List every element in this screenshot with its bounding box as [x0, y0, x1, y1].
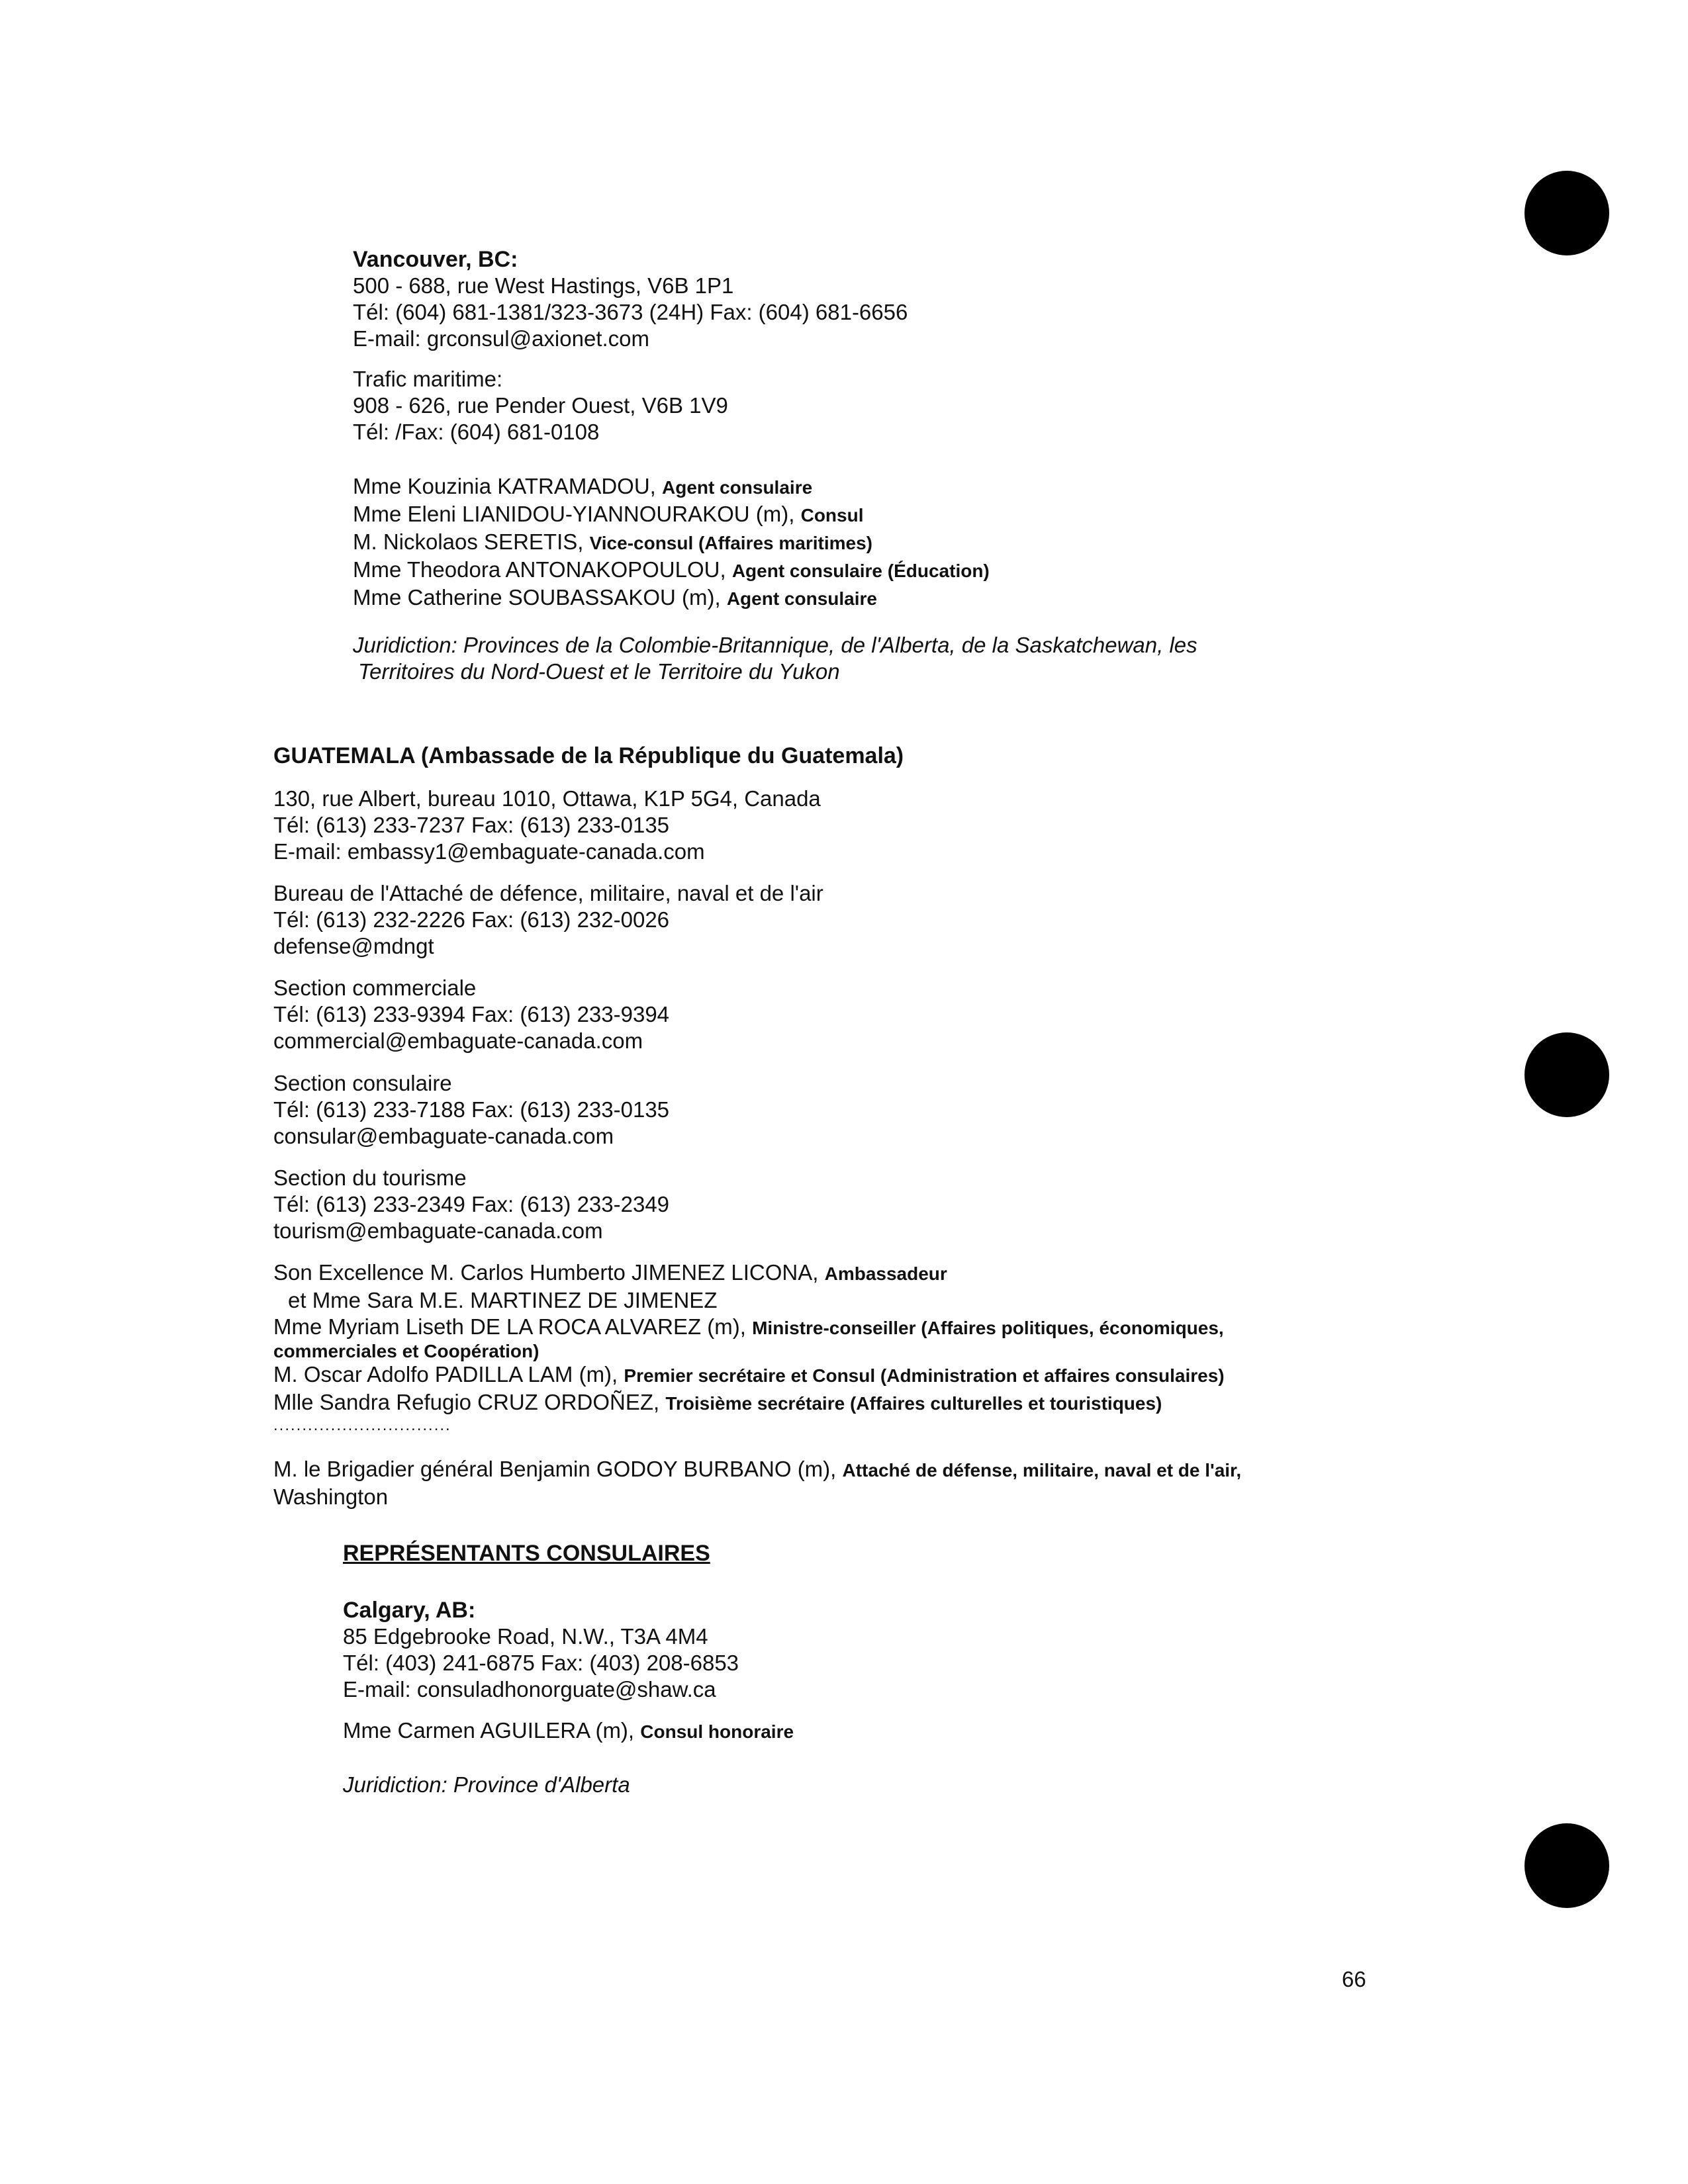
vancouver-contact	[353, 246, 908, 352]
staff-entry	[353, 557, 990, 584]
embassy-tel: Tél: (613) 233-7237 Fax: (613) 233-0135	[273, 813, 670, 837]
staff-name: Mlle Sandra Refugio CRUZ ORDOÑEZ,	[273, 1390, 660, 1414]
staff-entry	[353, 473, 990, 501]
staff-entry	[273, 1361, 1225, 1389]
vancouver-staff-list	[353, 473, 990, 612]
vancouver-heading: Vancouver, BC:	[353, 247, 518, 272]
staff-entry	[353, 584, 990, 612]
staff-entry	[353, 529, 990, 557]
section-title: Section commerciale	[273, 976, 477, 1000]
calgary-jurisdiction	[343, 1772, 630, 1798]
section-title: Section du tourisme	[273, 1165, 467, 1190]
staff-name: Mme Carmen AGUILERA (m),	[343, 1718, 635, 1743]
embassy-section-consular	[273, 1070, 669, 1150]
staff-entry	[273, 1314, 1225, 1342]
section-tel: Tél: (613) 232-2226 Fax: (613) 232-0026	[273, 907, 670, 932]
staff-spouse: et Mme Sara M.E. MARTINEZ DE JIMENEZ	[288, 1288, 718, 1312]
embassy-address: 130, rue Albert, bureau 1010, Ottawa, K1P 5G4, Canada	[273, 786, 821, 811]
staff-name: Mme Eleni LIANIDOU-YIANNOURAKOU (m),	[353, 502, 795, 526]
attache-cont: Washington	[273, 1484, 389, 1509]
staff-name: Mme Kouzinia KATRAMADOU,	[353, 474, 656, 498]
staff-role: Agent consulaire	[662, 477, 813, 498]
calgary-heading: Calgary, AB:	[343, 1598, 476, 1623]
calgary-staff	[343, 1717, 794, 1745]
dotted-separator: ...............................	[273, 1416, 451, 1434]
staff-role: Ambassadeur	[824, 1263, 947, 1284]
calgary-address: 85 Edgebrooke Road, N.W., T3A 4M4	[343, 1624, 708, 1649]
embassy-heading: GUATEMALA (Ambassade de la République du Guatemala)	[273, 743, 904, 768]
punch-hole-bottom	[1524, 1823, 1609, 1908]
section-tel: Tél: (613) 233-9394 Fax: (613) 233-9394	[273, 1002, 670, 1026]
maritime-address: 908 - 626, rue Pender Ouest, V6B 1V9	[353, 393, 728, 418]
calgary-email: E-mail: consuladhonorguate@shaw.ca	[343, 1677, 716, 1702]
consular-representatives	[343, 1540, 710, 1567]
section-email: tourism@embaguate-canada.com	[273, 1218, 603, 1243]
staff-name: Son Excellence M. Carlos Humberto JIMENEZ LICONA,	[273, 1260, 819, 1285]
staff-role-cont: commerciales et Coopération)	[273, 1341, 539, 1361]
staff-entry	[353, 501, 990, 529]
punch-hole-middle	[1524, 1032, 1609, 1117]
staff-role: Troisième secrétaire (Affaires culturelles et touristiques)	[665, 1393, 1162, 1414]
staff-role: Premier secrétaire et Consul (Administration et affaires consulaires)	[624, 1365, 1225, 1386]
consular-heading: REPRÉSENTANTS CONSULAIRES	[343, 1541, 710, 1566]
punch-hole-top	[1524, 171, 1609, 255]
embassy-email: E-mail: embassy1@embaguate-canada.com	[273, 839, 705, 864]
vancouver-maritime	[353, 366, 728, 445]
staff-role: Agent consulaire	[726, 588, 877, 609]
staff-entry	[273, 1456, 1241, 1484]
vancouver-jurisdiction	[353, 632, 1197, 685]
embassy-staff-list	[273, 1259, 1225, 1434]
jurisdiction-line: Juridiction: Province d'Alberta	[343, 1772, 630, 1797]
staff-role: Consul	[800, 505, 864, 525]
section-tel: Tél: (613) 233-7188 Fax: (613) 233-0135	[273, 1097, 670, 1122]
staff-entry	[273, 1389, 1225, 1417]
section-title: Section consulaire	[273, 1071, 452, 1095]
maritime-title: Trafic maritime:	[353, 367, 503, 391]
staff-name: M. Oscar Adolfo PADILLA LAM (m),	[273, 1362, 618, 1387]
staff-role: Vice-consul (Affaires maritimes)	[589, 533, 873, 553]
page-number: 66	[1342, 1967, 1366, 1991]
section-email: consular@embaguate-canada.com	[273, 1124, 614, 1148]
staff-name: Mme Myriam Liseth DE LA ROCA ALVAREZ (m),	[273, 1314, 746, 1339]
staff-name: M. le Brigadier général Benjamin GODOY BURBANO (m),	[273, 1457, 837, 1481]
section-email: defense@mdngt	[273, 934, 434, 958]
staff-entry	[273, 1259, 1225, 1287]
section-tel: Tél: (613) 233-2349 Fax: (613) 233-2349	[273, 1192, 670, 1216]
staff-name: M. Nickolaos SERETIS,	[353, 529, 584, 554]
calgary-tel: Tél: (403) 241-6875 Fax: (403) 208-6853	[343, 1651, 739, 1675]
embassy-section-defense	[273, 880, 823, 960]
staff-name: Mme Theodora ANTONAKOPOULOU,	[353, 557, 726, 582]
embassy-contact	[273, 786, 821, 865]
staff-role: Attaché de défense, militaire, naval et de l'air,	[842, 1460, 1242, 1480]
vancouver-email: E-mail: grconsul@axionet.com	[353, 326, 649, 351]
calgary-contact	[343, 1597, 739, 1703]
jurisdiction-line: Juridiction: Provinces de la Colombie-Britannique, de l'Alberta, de la Saskatchewan, les	[353, 633, 1197, 657]
embassy-section-tourism	[273, 1165, 669, 1244]
embassy-section-commercial	[273, 975, 669, 1054]
staff-name: Mme Catherine SOUBASSAKOU (m),	[353, 585, 721, 610]
guatemala-embassy	[273, 743, 904, 769]
embassy-attache	[273, 1456, 1241, 1510]
section-email: commercial@embaguate-canada.com	[273, 1028, 643, 1053]
jurisdiction-line: Territoires du Nord-Ouest et le Territoire du Yukon	[358, 659, 840, 684]
staff-role: Ministre-conseiller (Affaires politiques, économiques,	[752, 1318, 1224, 1338]
vancouver-address: 500 - 688, rue West Hastings, V6B 1P1	[353, 273, 734, 298]
maritime-tel: Tél: /Fax: (604) 681-0108	[353, 420, 600, 444]
staff-role: Consul honoraire	[640, 1721, 794, 1742]
staff-entry	[343, 1717, 794, 1745]
vancouver-tel: Tél: (604) 681-1381/323-3673 (24H) Fax: (604) 681-6656	[353, 300, 908, 324]
section-title: Bureau de l'Attaché de défence, militaire, naval et de l'air	[273, 881, 823, 905]
staff-role: Agent consulaire (Éducation)	[731, 561, 990, 581]
